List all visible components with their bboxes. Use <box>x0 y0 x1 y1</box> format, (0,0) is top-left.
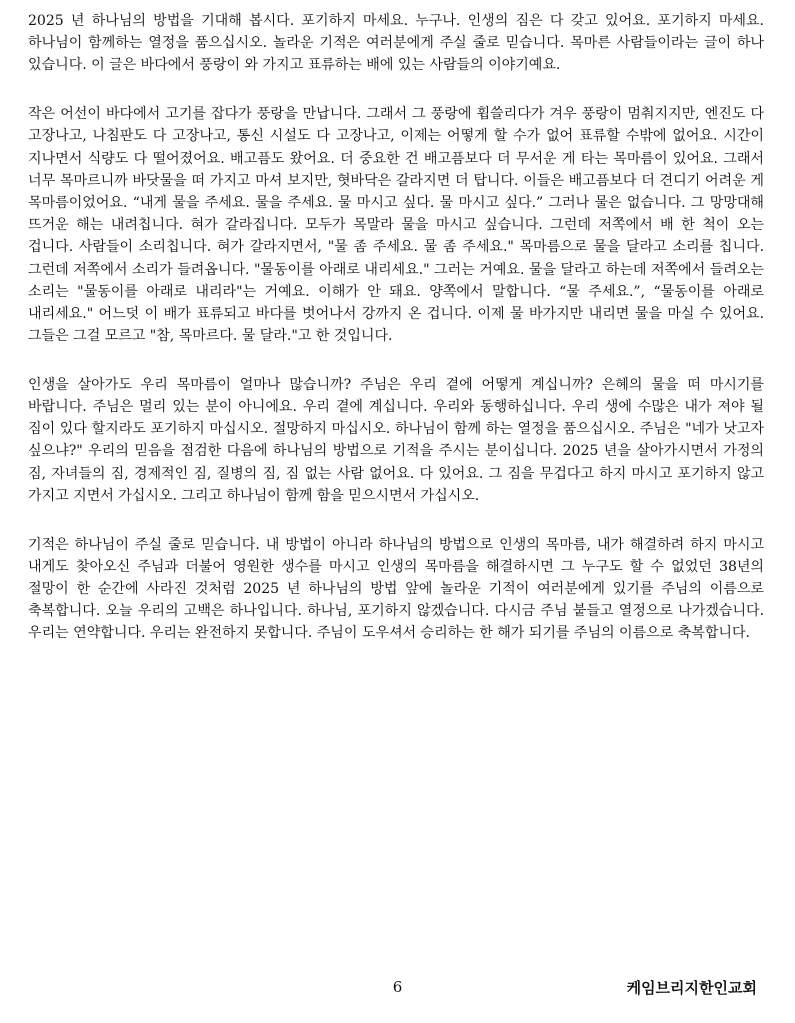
paragraph-2: 작은 어선이 바다에서 고기를 잡다가 풍랑을 만납니다. 그래서 그 풍랑에 휩쓸리다가 겨우 풍랑이 멈춰지지만, 엔진도 다 고장나고, 나침판도 다 고장나고, 통신 시설도 다 고장나고, 이제는 어떻게 할 수가 없어 표류할 수밖에 없어요. 시간이 지나면서 식량도 다 떨어졌어요. 배고픔도 왔어요. 더 중요한 건 배고픔보다 더 무서운 게 타는 목마름이 있어요. 그래서 너무 목마르니까 바닷물을 떠 가지고 마셔 보지만, 혓바닥은 갈라지면 더 탑니다. 이들은 배고픔보다 더 견디기 어려운 게 목마름이었어요. “내게 물을 주세요. 물을 주세요. 물 마시고 싶다. 물 마시고 싶다.” 그러나 물은 없습니다. 그 망망대해 뜨거운 해는 내려칩니다. 혀가 갈라집니다. 모두가 목말라 물을 마시고 싶습니다. 그런데 저쪽에서 배 한 척이 오는 겁니다. 사람들이 소리칩니다. 혀가 갈라지면서, "물 좀 주세요. 물 좀 주세요." 목마름으로 물을 달라고 소리를 칩니다. 그런데 저쪽에서 소리가 들려옵니다. "물동이를 아래로 내리세요." 그러는 거예요. 물을 달라고 하는데 저쪽에서 들려오는 소리는 "물동이를 아래로 내리라"는 거예요. 이해가 안 돼요. 양쪽에서 말합니다. “물 주세요.”, “물동이를 아래로 내리세요." 어느덧 이 배가 표류되고 바다를 벗어나서 강까지 온 겁니다. 이제 물 바가지만 내리면 물을 마실 수 있어요. 그들은 그걸 모르고 "참, 목마르다. 물 달라."고 한 것입니다. <box>28 106 764 345</box>
page-number: 6 <box>392 978 403 996</box>
document-body <box>28 10 764 671</box>
paragraph-4: 기적은 하나님이 주실 줄로 믿습니다. 내 방법이 아니라 하나님의 방법으로 인생의 목마름, 내가 해결하려 하지 마시고 내게도 찾아오신 주님과 더불어 영원한 생수를 마시고 인생의 목마름을 해결하시면 그 누구도 할 수 없었던 38년의 절망이 한 순간에 사라진 것처럼 2025 년 하나님의 방법 앞에 놀라운 기적이 여러분에게 있기를 주님의 이름으로 축복합니다. 오늘 우리의 고백은 하나입니다. 하나님, 포기하지 않겠습니다. 다시금 주님 붙들고 열정으로 나가겠습니다. 우리는 연약합니다. 우리는 완전하지 못합니다. 주님이 도우셔서 승리하는 한 해가 되기를 주님의 이름으로 축복합니다. <box>28 536 764 642</box>
paragraph-3: 인생을 살아가도 우리 목마름이 얼마나 많습니까? 주님은 우리 곁에 어떻게 계십니까? 은혜의 물을 떠 마시기를 바랍니다. 주님은 멀리 있는 분이 아니에요. 우리 곁에 계십니다. 우리와 동행하십니다. 우리 생에 수많은 내가 져야 될 짐이 있다 할지라도 포기하지 마십시오. 절망하지 마십시오. 하나님이 함께 하는 열정을 품으십시오. 주님은 "네가 낫고자 싶으냐?" 우리의 믿음을 점검한 다음에 하나님의 방법으로 기적을 주시는 분이십니다. 2025 년을 살아가시면서 가정의 짐, 자녀들의 짐, 경제적인 짐, 질병의 짐, 짐 없는 사람 없어요. 다 있어요. 그 짐을 무겁다고 하지 마시고 포기하지 않고 가지고 지면서 가십시오. 그리고 하나님이 함께 함을 믿으시면서 가십시오. <box>28 376 764 504</box>
church-name: 케임브리지한인교회 <box>626 979 757 997</box>
paragraph-1: 2025 년 하나님의 방법을 기대해 봅시다. 포기하지 마세요. 누구나. 인생의 짐은 다 갖고 있어요. 포기하지 마세요. 하나님이 함께하는 열정을 품으십시오. 놀라운 기적은 여러분에게 주실 줄로 믿습니다. 목마른 사람들이라는 글이 하나 있습니다. 이 글은 바다에서 풍랑이 와 가지고 표류하는 배에 있는 사람들의 이야기예요. <box>28 13 764 74</box>
